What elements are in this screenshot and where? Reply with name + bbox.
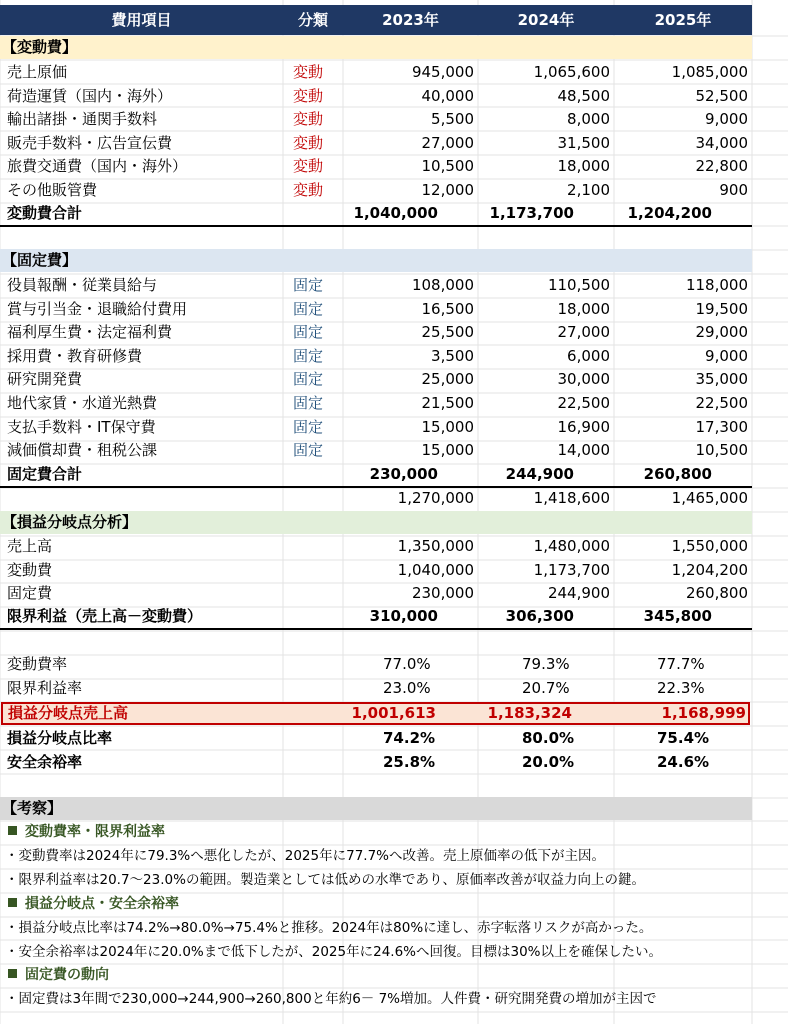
heading-text: 固定費の動向 — [25, 967, 109, 983]
value-2023: 1,040,000 — [397, 561, 474, 579]
value-2025: 1,204,200 — [627, 204, 712, 222]
value-2024: 14,000 — [557, 441, 610, 460]
value-2024: 1,065,600 — [533, 63, 610, 81]
heading-text: 損益分岐点・安全余裕率 — [25, 896, 179, 912]
header-category: 分類 — [297, 11, 328, 29]
value-2024: 16,900 — [557, 417, 610, 436]
category-cell: 固定 — [293, 417, 324, 436]
value-2025: 1,465,000 — [671, 489, 748, 507]
note-3: ・損益分岐点比率は74.2%→80.0%→75.4%と推移。2024年は80%に達し、赤字転落リスクが高かった。 — [5, 920, 653, 936]
table-row — [0, 108, 788, 131]
bep-margin-row — [0, 605, 752, 630]
row-label: 荷造運賃（国内・海外） — [7, 86, 173, 105]
category-cell: 固定 — [293, 394, 324, 412]
row-label: 研究開発費 — [7, 370, 83, 389]
value-2024: 1,173,700 — [489, 204, 574, 222]
heading-fixed-trend — [8, 964, 109, 987]
value-2025: 900 — [719, 180, 748, 199]
value-2025: 118,000 — [685, 276, 748, 294]
row-label: 減価償却費・租税公課 — [7, 441, 158, 460]
value-2023: 3,500 — [431, 346, 474, 365]
row-label: 売上高 — [7, 537, 53, 555]
table-row — [0, 392, 788, 415]
row-label: 販売手数料・広告宣伝費 — [7, 133, 173, 152]
value-2025: 1,168,999 — [661, 704, 746, 722]
value-2024: 31,500 — [557, 133, 610, 152]
value-2025: 9,000 — [705, 110, 748, 128]
value-2024: 244,900 — [505, 465, 574, 483]
note-4: ・安全余裕率は2024年に20.0%まで低下したが、2025年に24.6%へ回復。目標は30%以上を確保したい。 — [5, 944, 662, 960]
value-2023: 1,001,613 — [351, 704, 436, 722]
value-2024: 2,100 — [567, 180, 610, 199]
section-variable-title: 【変動費】 — [2, 38, 78, 56]
table-row — [0, 155, 788, 178]
category-cell: 変動 — [293, 157, 324, 175]
row-label: 固定費合計 — [7, 465, 83, 483]
section-variable — [0, 36, 752, 59]
table-row — [0, 132, 788, 155]
value-2024: 79.3% — [522, 655, 570, 673]
value-2023: 10,500 — [421, 157, 474, 175]
fixed-total-row — [0, 463, 752, 488]
bep-var-rate-row — [0, 653, 788, 676]
row-label: 賞与引当金・退職給付費用 — [7, 299, 188, 318]
value-2024: 27,000 — [557, 323, 610, 342]
value-2023: 74.2% — [383, 729, 436, 747]
bep-fixed-row — [0, 582, 788, 605]
value-2024: 1,480,000 — [533, 537, 610, 555]
bep-variable-row — [0, 559, 788, 582]
value-2024: 18,000 — [557, 157, 610, 175]
value-2025: 1,085,000 — [671, 63, 748, 81]
row-label: 旅費交通費（国内・海外） — [7, 157, 188, 175]
value-2024: 30,000 — [557, 370, 610, 389]
value-2023: 27,000 — [421, 133, 474, 152]
row-label: 変動費合計 — [7, 204, 83, 222]
header-2024: 2024年 — [517, 11, 575, 29]
header-2025: 2025年 — [654, 11, 712, 29]
cost-grand-total-row — [0, 487, 788, 510]
value-2024: 1,183,324 — [487, 704, 572, 722]
value-2024: 306,300 — [505, 607, 574, 625]
value-2025: 9,000 — [705, 346, 748, 365]
section-fixed-title: 【固定費】 — [2, 251, 78, 269]
value-2025: 19,500 — [695, 299, 748, 318]
value-2025: 1,204,200 — [671, 561, 748, 579]
table-row — [0, 416, 788, 439]
value-2023: 230,000 — [369, 465, 438, 483]
section-bep-title: 【損益分岐点分析】 — [2, 513, 138, 531]
table-row — [0, 368, 788, 391]
category-cell: 固定 — [293, 370, 324, 389]
value-2025: 22.3% — [657, 679, 705, 697]
value-2024: 20.0% — [522, 753, 575, 771]
row-label: 役員報酬・従業員給与 — [7, 276, 158, 294]
value-2023: 12,000 — [421, 180, 474, 199]
variable-total-row — [0, 202, 752, 227]
row-label: 固定費 — [7, 584, 53, 602]
table-row — [0, 61, 788, 84]
value-2023: 25.8% — [383, 753, 436, 771]
value-2025: 35,000 — [695, 370, 748, 389]
value-2023: 25,000 — [421, 370, 474, 389]
value-2024: 110,500 — [547, 276, 610, 294]
value-2025: 24.6% — [657, 753, 710, 771]
section-kousatsu-title: 【考察】 — [2, 799, 63, 817]
value-2023: 945,000 — [411, 63, 474, 81]
category-cell: 変動 — [293, 110, 324, 128]
note-5: ・固定費は3年間で230,000→244,900→260,800と年約6－ 7%増加。人件費・研究開発費の増加が主因で — [5, 991, 657, 1007]
table-row — [0, 321, 788, 344]
value-2024: 20.7% — [522, 679, 570, 697]
bep-sales-row — [0, 535, 788, 558]
value-2023: 15,000 — [421, 441, 474, 460]
row-label: 輸出諸掛・通関手数料 — [7, 110, 158, 128]
row-label: 限界利益（売上高－変動費） — [7, 607, 203, 625]
value-2025: 29,000 — [695, 323, 748, 342]
value-2023: 21,500 — [421, 394, 474, 412]
section-fixed — [0, 249, 752, 272]
row-label: 損益分岐点売上高 — [8, 704, 129, 722]
table-header — [0, 5, 752, 35]
heading-var-rate — [8, 821, 165, 844]
row-label: その他販管費 — [7, 180, 98, 199]
value-2023: 1,040,000 — [353, 204, 438, 222]
table-row — [0, 345, 788, 368]
value-2023: 108,000 — [411, 276, 474, 294]
value-2023: 40,000 — [421, 86, 474, 105]
row-label: 損益分岐点比率 — [7, 729, 113, 747]
value-2025: 17,300 — [695, 417, 748, 436]
value-2024: 48,500 — [557, 86, 610, 105]
value-2023: 25,500 — [421, 323, 474, 342]
category-cell: 変動 — [293, 180, 324, 199]
heading-bep — [8, 893, 179, 916]
category-cell: 固定 — [293, 323, 324, 342]
value-2025: 1,550,000 — [671, 537, 748, 555]
safety-margin-row — [0, 751, 788, 774]
row-label: 売上原価 — [7, 63, 68, 81]
category-cell: 固定 — [293, 299, 324, 318]
row-label: 安全余裕率 — [7, 753, 83, 771]
bep-ratio-row — [0, 727, 788, 750]
row-label: 限界利益率 — [7, 679, 83, 697]
header-item: 費用項目 — [111, 11, 172, 29]
note-2: ・限界利益率は20.7～23.0%の範囲。製造業としては低めの水準であり、原価率改善が収益力向上の鍵。 — [5, 872, 645, 888]
value-2025: 34,000 — [695, 133, 748, 152]
bep-sales-highlight-row — [1, 702, 750, 725]
value-2023: 1,270,000 — [397, 489, 474, 507]
value-2023: 15,000 — [421, 417, 474, 436]
value-2025: 260,800 — [685, 584, 748, 602]
value-2024: 22,500 — [557, 394, 610, 412]
value-2024: 8,000 — [567, 110, 610, 128]
value-2023: 1,350,000 — [397, 537, 474, 555]
category-cell: 固定 — [293, 346, 324, 365]
value-2025: 77.7% — [657, 655, 705, 673]
value-2023: 5,500 — [431, 110, 474, 128]
table-row — [0, 274, 788, 297]
value-2025: 22,500 — [695, 394, 748, 412]
table-row — [0, 85, 788, 108]
category-cell: 固定 — [293, 276, 324, 294]
heading-text: 変動費率・限界利益率 — [25, 824, 165, 840]
value-2025: 75.4% — [657, 729, 710, 747]
header-2023: 2023年 — [382, 11, 439, 29]
value-2025: 52,500 — [695, 86, 748, 105]
square-bullet-icon — [8, 969, 17, 978]
row-label: 福利厚生費・法定福利費 — [7, 323, 173, 342]
row-label: 地代家賃・水道光熱費 — [7, 394, 158, 412]
category-cell: 変動 — [293, 86, 324, 105]
row-label: 採用費・教育研修費 — [7, 346, 143, 365]
value-2024: 1,418,600 — [533, 489, 610, 507]
value-2024: 18,000 — [557, 299, 610, 318]
table-row — [0, 179, 788, 202]
value-2023: 23.0% — [383, 679, 431, 697]
row-label: 支払手数料・IT保守費 — [7, 417, 156, 436]
value-2024: 244,900 — [547, 584, 610, 602]
value-2023: 310,000 — [369, 607, 438, 625]
value-2025: 10,500 — [695, 441, 748, 460]
note-1: ・変動費率は2024年に79.3%へ悪化したが、2025年に77.7%へ改善。売上原価率の低下が主因。 — [5, 848, 605, 864]
category-cell: 変動 — [293, 63, 324, 81]
value-2023: 77.0% — [383, 655, 431, 673]
value-2023: 230,000 — [411, 584, 474, 602]
row-label: 変動費 — [7, 561, 53, 579]
value-2024: 80.0% — [522, 729, 575, 747]
value-2025: 260,800 — [643, 465, 712, 483]
value-2025: 22,800 — [695, 157, 748, 175]
value-2024: 1,173,700 — [533, 561, 610, 579]
section-bep — [0, 511, 752, 534]
square-bullet-icon — [8, 826, 17, 835]
bep-margin-rate-row — [0, 677, 788, 700]
value-2024: 6,000 — [567, 346, 610, 365]
section-kousatsu — [0, 797, 752, 820]
value-2023: 16,500 — [421, 299, 474, 318]
value-2025: 345,800 — [643, 607, 712, 625]
category-cell: 固定 — [293, 441, 324, 460]
table-row — [0, 439, 788, 462]
category-cell: 変動 — [293, 133, 324, 152]
square-bullet-icon — [8, 898, 17, 907]
table-row — [0, 298, 788, 321]
row-label: 変動費率 — [7, 655, 68, 673]
